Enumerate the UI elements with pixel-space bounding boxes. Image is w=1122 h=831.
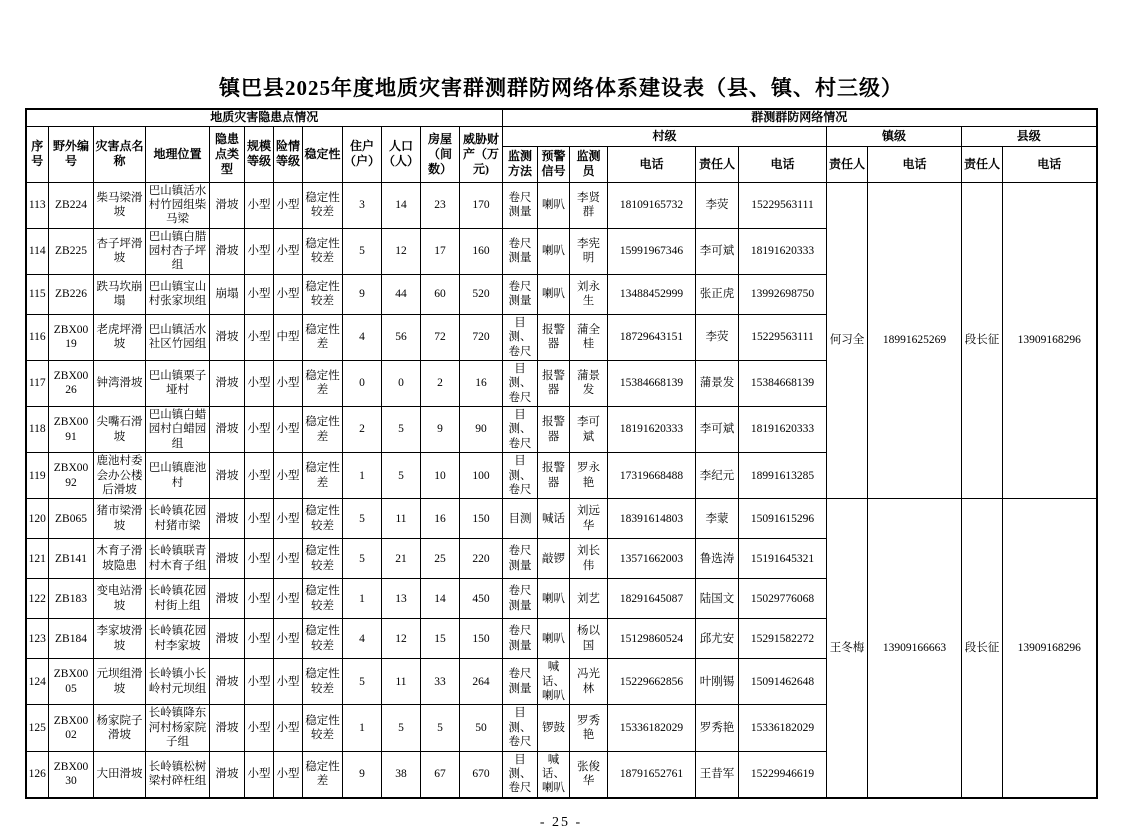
cell-stability: 稳定性差 (303, 314, 343, 360)
cell-monitor-phone: 15336182029 (608, 705, 696, 751)
cell-scale: 小型 (245, 274, 274, 314)
cell-population: 56 (382, 314, 421, 360)
cell-field-no: ZB224 (49, 182, 94, 228)
cell-population: 11 (382, 499, 421, 539)
header-population: 人口（人） (382, 126, 421, 182)
cell-households: 5 (343, 539, 382, 579)
cell-name: 变电站滑坡 (94, 579, 146, 619)
cell-danger: 小型 (274, 453, 303, 499)
cell-households: 3 (343, 182, 382, 228)
cell-type: 滑坡 (210, 182, 245, 228)
cell-danger: 小型 (274, 274, 303, 314)
cell-method: 卷尺测量 (503, 274, 538, 314)
header-houses: 房屋（间数） (421, 126, 460, 182)
cell-property: 100 (460, 453, 503, 499)
header-type: 隐患点类型 (210, 126, 245, 182)
cell-danger: 小型 (274, 182, 303, 228)
table-row (26, 182, 1097, 228)
cell-name: 柴马梁滑坡 (94, 182, 146, 228)
cell-signal: 报警器 (538, 360, 570, 406)
cell-property: 50 (460, 705, 503, 751)
cell-method: 目测、卷尺 (503, 705, 538, 751)
cell-monitor: 刘永生 (570, 274, 608, 314)
cell-village-phone: 13992698750 (739, 274, 827, 314)
cell-households: 9 (343, 274, 382, 314)
cell-population: 21 (382, 539, 421, 579)
cell-scale: 小型 (245, 453, 274, 499)
cell-field-no: ZBX0002 (49, 705, 94, 751)
cell-scale: 小型 (245, 751, 274, 798)
cell-name: 大田滑坡 (94, 751, 146, 798)
cell-village-phone: 18991613285 (739, 453, 827, 499)
cell-scale: 小型 (245, 360, 274, 406)
header-scale: 规模等级 (245, 126, 274, 182)
cell-population: 0 (382, 360, 421, 406)
cell-population: 38 (382, 751, 421, 798)
table-header (26, 109, 1097, 182)
cell-monitor-phone: 15129860524 (608, 619, 696, 659)
cell-seq: 115 (26, 274, 49, 314)
cell-houses: 14 (421, 579, 460, 619)
cell-field-no: ZB225 (49, 228, 94, 274)
cell-seq: 118 (26, 407, 49, 453)
cell-village-phone: 15291582272 (739, 619, 827, 659)
cell-name: 跌马坎崩塌 (94, 274, 146, 314)
cell-monitor-phone: 18791652761 (608, 751, 696, 798)
cell-danger: 中型 (274, 314, 303, 360)
cell-seq: 125 (26, 705, 49, 751)
cell-monitor-phone: 18191620333 (608, 407, 696, 453)
cell-method: 目测、卷尺 (503, 453, 538, 499)
cell-type: 滑坡 (210, 659, 245, 705)
cell-scale: 小型 (245, 619, 274, 659)
cell-houses: 9 (421, 407, 460, 453)
cell-town-phone: 18991625269 (868, 182, 962, 499)
cell-property: 264 (460, 659, 503, 705)
header-households: 住户（户） (343, 126, 382, 182)
cell-village-person: 王昔军 (696, 751, 739, 798)
cell-monitor-phone: 17319668488 (608, 453, 696, 499)
cell-village-person: 李纪元 (696, 453, 739, 499)
cell-name: 老虎坪滑坡 (94, 314, 146, 360)
cell-method: 卷尺测量 (503, 539, 538, 579)
cell-village-person: 叶刚锡 (696, 659, 739, 705)
cell-location: 巴山镇鹿池村 (146, 453, 210, 499)
header-group-row (26, 109, 1097, 126)
cell-property: 520 (460, 274, 503, 314)
header-village-phone: 电话 (739, 146, 827, 182)
document-title: 镇巴县2025年度地质灾害群测群防网络体系建设表（县、镇、村三级） (219, 76, 903, 100)
cell-signal: 锣鼓 (538, 705, 570, 751)
cell-name: 木育子滑坡隐患 (94, 539, 146, 579)
cell-monitor: 冯光林 (570, 659, 608, 705)
cell-danger: 小型 (274, 360, 303, 406)
cell-village-phone: 15029776068 (739, 579, 827, 619)
cell-village-person: 张正虎 (696, 274, 739, 314)
cell-village-phone: 15229563111 (739, 182, 827, 228)
cell-type: 崩塌 (210, 274, 245, 314)
cell-monitor: 刘远华 (570, 499, 608, 539)
cell-field-no: ZB184 (49, 619, 94, 659)
cell-households: 1 (343, 453, 382, 499)
cell-population: 14 (382, 182, 421, 228)
cell-name: 钟湾滑坡 (94, 360, 146, 406)
header-town-person: 责任人 (827, 146, 868, 182)
cell-scale: 小型 (245, 579, 274, 619)
cell-population: 5 (382, 407, 421, 453)
cell-population: 12 (382, 228, 421, 274)
cell-households: 4 (343, 619, 382, 659)
cell-location: 长岭镇联青村木育子组 (146, 539, 210, 579)
cell-type: 滑坡 (210, 314, 245, 360)
cell-property: 450 (460, 579, 503, 619)
cell-signal: 喇叭 (538, 619, 570, 659)
cell-stability: 稳定性较差 (303, 619, 343, 659)
cell-monitor: 罗秀艳 (570, 705, 608, 751)
cell-houses: 33 (421, 659, 460, 705)
header-signal: 预警信号 (538, 146, 570, 182)
header-method: 监测方法 (503, 146, 538, 182)
cell-households: 0 (343, 360, 382, 406)
cell-stability: 稳定性较差 (303, 659, 343, 705)
cell-houses: 60 (421, 274, 460, 314)
cell-village-person: 邱尤安 (696, 619, 739, 659)
cell-village-phone: 15384668139 (739, 360, 827, 406)
cell-danger: 小型 (274, 499, 303, 539)
cell-stability: 稳定性较差 (303, 228, 343, 274)
cell-scale: 小型 (245, 499, 274, 539)
cell-stability: 稳定性差 (303, 360, 343, 406)
table-row (26, 499, 1097, 539)
cell-signal: 喊话、喇叭 (538, 659, 570, 705)
cell-danger: 小型 (274, 619, 303, 659)
cell-signal: 喇叭 (538, 274, 570, 314)
header-field-no: 野外编号 (49, 126, 94, 182)
header-group-network: 群测群防网络情况 (503, 109, 1097, 126)
cell-danger: 小型 (274, 228, 303, 274)
cell-field-no: ZBX0091 (49, 407, 94, 453)
cell-seq: 119 (26, 453, 49, 499)
cell-stability: 稳定性差 (303, 407, 343, 453)
cell-field-no: ZBX0026 (49, 360, 94, 406)
cell-houses: 16 (421, 499, 460, 539)
cell-monitor: 杨以国 (570, 619, 608, 659)
cell-monitor: 罗永艳 (570, 453, 608, 499)
cell-signal: 喊话 (538, 499, 570, 539)
cell-monitor: 蒲景发 (570, 360, 608, 406)
cell-monitor: 刘艺 (570, 579, 608, 619)
cell-location: 巴山镇宝山村张家坝组 (146, 274, 210, 314)
header-seq: 序号 (26, 126, 49, 182)
cell-town-person: 何习全 (827, 182, 868, 499)
cell-seq: 117 (26, 360, 49, 406)
cell-households: 5 (343, 659, 382, 705)
header-level-row (26, 126, 1097, 146)
cell-village-phone: 15229946619 (739, 751, 827, 798)
cell-monitor: 张俊华 (570, 751, 608, 798)
cell-county-phone: 13909168296 (1003, 499, 1097, 798)
cell-monitor-phone: 15991967346 (608, 228, 696, 274)
cell-monitor-phone: 18291645087 (608, 579, 696, 619)
cell-field-no: ZBX0030 (49, 751, 94, 798)
cell-village-person: 鲁选涛 (696, 539, 739, 579)
cell-signal: 喊话、喇叭 (538, 751, 570, 798)
cell-village-phone: 18191620333 (739, 407, 827, 453)
cell-property: 220 (460, 539, 503, 579)
cell-seq: 122 (26, 579, 49, 619)
cell-households: 5 (343, 499, 382, 539)
cell-signal: 敲锣 (538, 539, 570, 579)
cell-field-no: ZBX0005 (49, 659, 94, 705)
cell-name: 元坝组滑坡 (94, 659, 146, 705)
cell-method: 卷尺测量 (503, 228, 538, 274)
cell-property: 90 (460, 407, 503, 453)
cell-seq: 116 (26, 314, 49, 360)
cell-monitor: 刘长伟 (570, 539, 608, 579)
cell-location: 巴山镇白腊园村杏子坪组 (146, 228, 210, 274)
cell-method: 目测、卷尺 (503, 751, 538, 798)
cell-property: 150 (460, 499, 503, 539)
cell-name: 杨家院子滑坡 (94, 705, 146, 751)
cell-field-no: ZB141 (49, 539, 94, 579)
cell-population: 5 (382, 453, 421, 499)
cell-households: 5 (343, 228, 382, 274)
cell-scale: 小型 (245, 228, 274, 274)
cell-village-phone: 18191620333 (739, 228, 827, 274)
header-stability: 稳定性 (303, 126, 343, 182)
cell-village-person: 李可斌 (696, 228, 739, 274)
cell-seq: 114 (26, 228, 49, 274)
cell-monitor-phone: 18729643151 (608, 314, 696, 360)
cell-property: 150 (460, 619, 503, 659)
cell-seq: 120 (26, 499, 49, 539)
cell-village-person: 李蒙 (696, 499, 739, 539)
cell-households: 1 (343, 579, 382, 619)
cell-location: 巴山镇活水村竹园组柴马梁 (146, 182, 210, 228)
cell-scale: 小型 (245, 659, 274, 705)
cell-type: 滑坡 (210, 360, 245, 406)
cell-village-phone: 15229563111 (739, 314, 827, 360)
cell-stability: 稳定性差 (303, 751, 343, 798)
cell-signal: 喇叭 (538, 228, 570, 274)
cell-seq: 126 (26, 751, 49, 798)
cell-county-person: 段长征 (962, 182, 1003, 499)
cell-population: 12 (382, 619, 421, 659)
cell-field-no: ZBX0092 (49, 453, 94, 499)
cell-type: 滑坡 (210, 705, 245, 751)
cell-seq: 113 (26, 182, 49, 228)
cell-danger: 小型 (274, 539, 303, 579)
cell-name: 鹿池村委会办公楼后滑坡 (94, 453, 146, 499)
cell-houses: 17 (421, 228, 460, 274)
cell-danger: 小型 (274, 751, 303, 798)
cell-monitor-phone: 13488452999 (608, 274, 696, 314)
cell-village-person: 李荧 (696, 182, 739, 228)
header-level-county: 县级 (962, 126, 1097, 146)
cell-name: 李家坡滑坡 (94, 619, 146, 659)
cell-property: 720 (460, 314, 503, 360)
cell-field-no: ZB183 (49, 579, 94, 619)
cell-method: 卷尺测量 (503, 182, 538, 228)
cell-stability: 稳定性较差 (303, 182, 343, 228)
cell-field-no: ZB065 (49, 499, 94, 539)
header-monitor-phone: 电话 (608, 146, 696, 182)
cell-type: 滑坡 (210, 453, 245, 499)
header-county-person: 责任人 (962, 146, 1003, 182)
header-location: 地理位置 (146, 126, 210, 182)
cell-houses: 5 (421, 705, 460, 751)
cell-population: 44 (382, 274, 421, 314)
cell-population: 11 (382, 659, 421, 705)
cell-signal: 喇叭 (538, 182, 570, 228)
header-county-phone: 电话 (1003, 146, 1097, 182)
cell-houses: 2 (421, 360, 460, 406)
cell-monitor-phone: 18109165732 (608, 182, 696, 228)
cell-location: 长岭镇降东河村杨家院子组 (146, 705, 210, 751)
cell-scale: 小型 (245, 407, 274, 453)
cell-field-no: ZB226 (49, 274, 94, 314)
header-property: 威胁财产（万元) (460, 126, 503, 182)
cell-village-phone: 15091462648 (739, 659, 827, 705)
cell-danger: 小型 (274, 579, 303, 619)
cell-field-no: ZBX0019 (49, 314, 94, 360)
header-level-village: 村级 (503, 126, 827, 146)
cell-village-person: 陆国文 (696, 579, 739, 619)
cell-population: 5 (382, 705, 421, 751)
cell-monitor-phone: 15384668139 (608, 360, 696, 406)
cell-method: 卷尺测量 (503, 579, 538, 619)
cell-type: 滑坡 (210, 407, 245, 453)
header-danger: 险情等级 (274, 126, 303, 182)
cell-method: 目测、卷尺 (503, 360, 538, 406)
cell-name: 尖嘴石滑坡 (94, 407, 146, 453)
cell-monitor: 李宪明 (570, 228, 608, 274)
cell-type: 滑坡 (210, 499, 245, 539)
header-monitor: 监测员 (570, 146, 608, 182)
cell-danger: 小型 (274, 659, 303, 705)
cell-type: 滑坡 (210, 751, 245, 798)
cell-location: 巴山镇活水社区竹园组 (146, 314, 210, 360)
cell-location: 长岭镇小长岭村元坝组 (146, 659, 210, 705)
cell-signal: 喇叭 (538, 579, 570, 619)
cell-monitor-phone: 13571662003 (608, 539, 696, 579)
cell-name: 杏子坪滑坡 (94, 228, 146, 274)
cell-village-person: 李荧 (696, 314, 739, 360)
cell-stability: 稳定性较差 (303, 579, 343, 619)
cell-town-person: 王冬梅 (827, 499, 868, 798)
cell-village-phone: 15336182029 (739, 705, 827, 751)
cell-county-person: 段长征 (962, 499, 1003, 798)
cell-property: 160 (460, 228, 503, 274)
cell-households: 4 (343, 314, 382, 360)
header-level-town: 镇级 (827, 126, 962, 146)
header-village-person: 责任人 (696, 146, 739, 182)
cell-village-phone: 15091615296 (739, 499, 827, 539)
page-number: - 25 - (539, 814, 583, 830)
cell-households: 9 (343, 751, 382, 798)
cell-stability: 稳定性较差 (303, 705, 343, 751)
cell-stability: 稳定性较差 (303, 499, 343, 539)
cell-houses: 67 (421, 751, 460, 798)
cell-households: 1 (343, 705, 382, 751)
disaster-network-table (25, 108, 1098, 799)
cell-scale: 小型 (245, 705, 274, 751)
cell-signal: 报警器 (538, 453, 570, 499)
cell-property: 170 (460, 182, 503, 228)
header-group-hazard: 地质灾害隐患点情况 (26, 109, 503, 126)
cell-method: 卷尺测量 (503, 619, 538, 659)
cell-danger: 小型 (274, 705, 303, 751)
cell-stability: 稳定性差 (303, 453, 343, 499)
cell-signal: 报警器 (538, 314, 570, 360)
table-body (26, 182, 1097, 798)
cell-monitor-phone: 15229662856 (608, 659, 696, 705)
cell-houses: 10 (421, 453, 460, 499)
cell-population: 13 (382, 579, 421, 619)
cell-scale: 小型 (245, 182, 274, 228)
cell-houses: 72 (421, 314, 460, 360)
header-name: 灾害点名称 (94, 126, 146, 182)
cell-scale: 小型 (245, 539, 274, 579)
header-town-phone: 电话 (868, 146, 962, 182)
cell-village-person: 李可斌 (696, 407, 739, 453)
cell-village-person: 罗秀艳 (696, 705, 739, 751)
cell-monitor: 李可斌 (570, 407, 608, 453)
cell-location: 长岭镇花园村猪市梁 (146, 499, 210, 539)
cell-town-phone: 13909166663 (868, 499, 962, 798)
cell-method: 目测 (503, 499, 538, 539)
cell-type: 滑坡 (210, 579, 245, 619)
cell-type: 滑坡 (210, 619, 245, 659)
cell-monitor: 李贤群 (570, 182, 608, 228)
cell-signal: 报警器 (538, 407, 570, 453)
cell-method: 目测、卷尺 (503, 407, 538, 453)
cell-location: 巴山镇栗子垭村 (146, 360, 210, 406)
cell-type: 滑坡 (210, 539, 245, 579)
cell-scale: 小型 (245, 314, 274, 360)
cell-location: 长岭镇花园村街上组 (146, 579, 210, 619)
cell-seq: 123 (26, 619, 49, 659)
cell-seq: 121 (26, 539, 49, 579)
cell-stability: 稳定性较差 (303, 539, 343, 579)
cell-location: 巴山镇白蜡园村白蜡园组 (146, 407, 210, 453)
cell-location: 长岭镇花园村李家坡 (146, 619, 210, 659)
cell-type: 滑坡 (210, 228, 245, 274)
cell-danger: 小型 (274, 407, 303, 453)
cell-houses: 23 (421, 182, 460, 228)
cell-name: 猪市梁滑坡 (94, 499, 146, 539)
cell-village-person: 蒲景发 (696, 360, 739, 406)
cell-property: 16 (460, 360, 503, 406)
cell-property: 670 (460, 751, 503, 798)
cell-houses: 15 (421, 619, 460, 659)
cell-monitor-phone: 18391614803 (608, 499, 696, 539)
cell-village-phone: 15191645321 (739, 539, 827, 579)
cell-households: 2 (343, 407, 382, 453)
cell-seq: 124 (26, 659, 49, 705)
cell-method: 目测、卷尺 (503, 314, 538, 360)
cell-location: 长岭镇松树梁村碎枉组 (146, 751, 210, 798)
cell-monitor: 蒲全桂 (570, 314, 608, 360)
cell-houses: 25 (421, 539, 460, 579)
cell-stability: 稳定性较差 (303, 274, 343, 314)
cell-county-phone: 13909168296 (1003, 182, 1097, 499)
cell-method: 卷尺测量 (503, 659, 538, 705)
